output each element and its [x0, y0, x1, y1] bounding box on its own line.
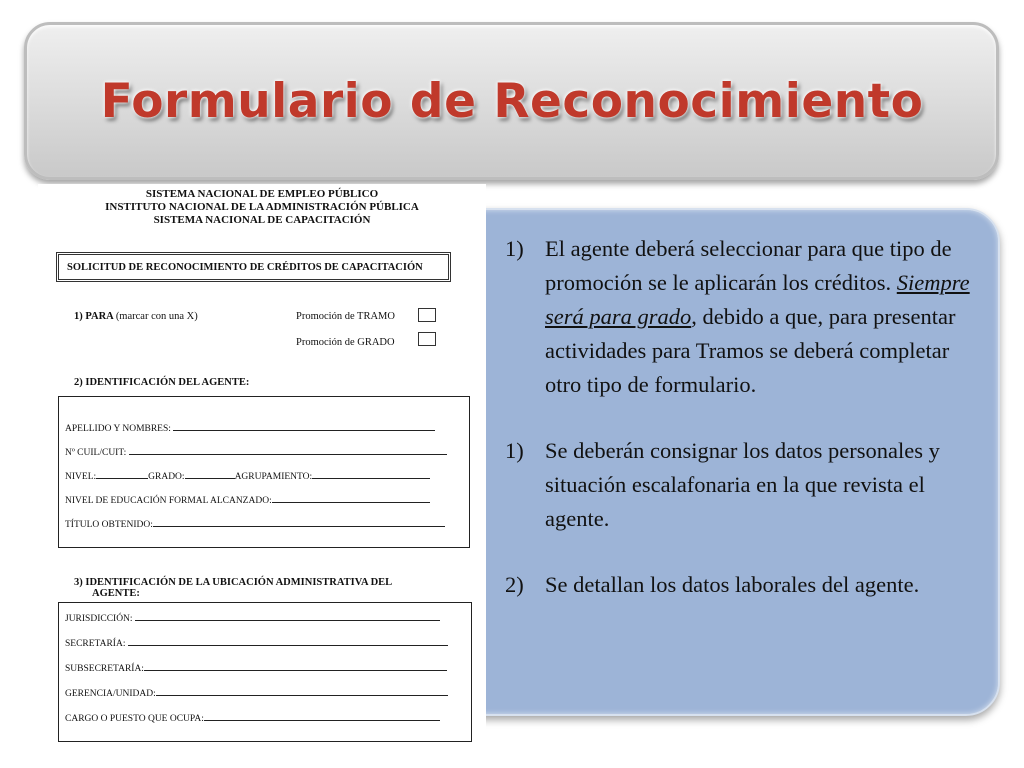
section-para-label: 1) PARA [74, 311, 114, 322]
section-agent-title: 2) IDENTIFICACIÓN DEL AGENTE: [74, 377, 250, 388]
field-apellido[interactable]: APELLIDO Y NOMBRES: [65, 421, 435, 434]
form-header-line: INSTITUTO NACIONAL DE LA ADMINISTRACIÓN PÚBLICA [105, 201, 419, 213]
form-document [38, 184, 486, 744]
field-nivel-grado-agrupamiento[interactable]: NIVEL: GRADO: AGRUPAMIENTO: [65, 469, 430, 482]
note-item: 1) Se deberán consignar los datos personales y situación escalafonaria en la que revista el agente. [505, 434, 985, 536]
notes-list [505, 232, 985, 602]
form-header-line: SISTEMA NACIONAL DE EMPLEO PÚBLICO [145, 188, 379, 200]
slide-title: Formulario de Reconocimiento [100, 74, 924, 129]
note-item: 2) Se detallan los datos laborales del agente. [505, 568, 985, 602]
note-number: 1) [505, 438, 524, 463]
admin-fields-box [58, 602, 472, 742]
section-para [74, 311, 198, 322]
field-gerencia[interactable]: GERENCIA/UNIDAD: [65, 686, 448, 699]
field-secretaria[interactable]: SECRETARÍA: [65, 636, 448, 649]
promo-grado-checkbox[interactable] [418, 332, 436, 346]
note-item: 1) El agente deberá seleccionar para que tipo de promoción se le aplicarán los créditos. Siempre será para grado, debido a que, para presentar actividades para Tramos se deberá completar otro tipo de formulario. [505, 232, 985, 402]
field-jurisdiccion[interactable]: JURISDICCIÓN: [65, 611, 440, 624]
promo-tramo-label: Promoción de TRAMO [296, 311, 395, 322]
promo-grado-label: Promoción de GRADO [296, 337, 395, 348]
field-titulo[interactable]: TÍTULO OBTENIDO: [65, 517, 445, 530]
note-emphasis: Siempre será para grado [545, 270, 970, 329]
section-para-hint: (marcar con una X) [115, 311, 198, 322]
form-header-line: SISTEMA NACIONAL DE CAPACITACIÓN [153, 214, 371, 226]
agent-fields-box [58, 396, 470, 548]
note-number: 1) [505, 236, 524, 261]
field-cuil[interactable]: Nº CUIL/CUIT: [65, 445, 447, 458]
field-educacion[interactable]: NIVEL DE EDUCACIÓN FORMAL ALCANZADO: [65, 493, 430, 506]
note-number: 2) [505, 572, 524, 597]
field-cargo[interactable]: CARGO O PUESTO QUE OCUPA: [65, 711, 440, 724]
section-admin-title: 3) IDENTIFICACIÓN DE LA UBICACIÓN ADMINISTRATIVA DEL AGENTE: [74, 577, 393, 599]
solicitud-box: SOLICITUD DE RECONOCIMIENTO DE CRÉDITOS DE CAPACITACIÓN [56, 252, 451, 282]
field-subsecretaria[interactable]: SUBSECRETARÍA: [65, 661, 447, 674]
promo-tramo-checkbox[interactable] [418, 308, 436, 322]
